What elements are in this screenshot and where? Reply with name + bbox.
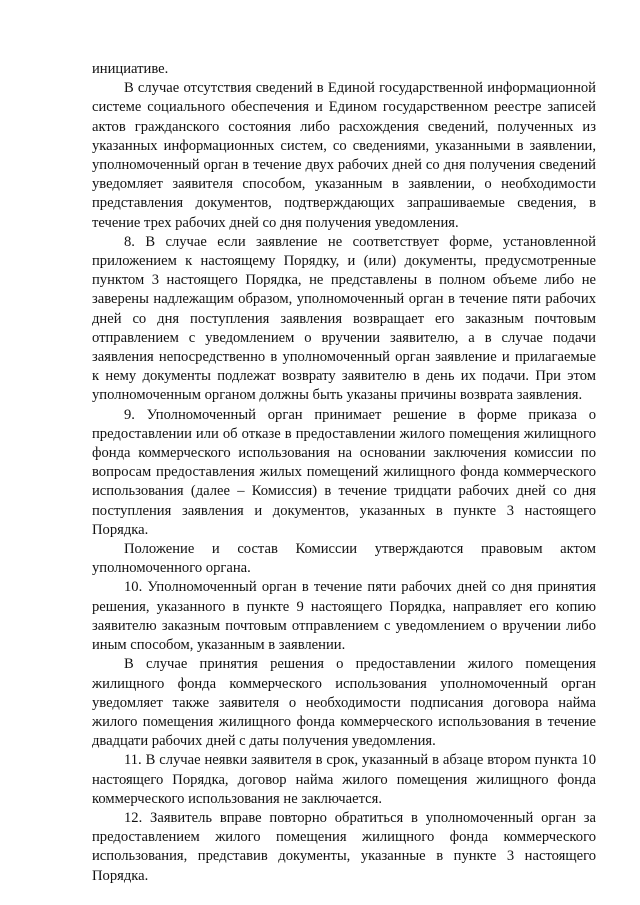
paragraph-continuation: инициативе. — [92, 61, 169, 77]
paragraph-missing-records: В случае отсутствия сведений в Единой государственной информационной системе социального обеспечения и Едином государственном реестре записей актов гражданского состояния либо расхождения сведений, полученных из указанных информационных систем, со сведениями, указанными в заявлении, уполномоченный орган в течение двух рабочих дней со дня получения сведений уведомляет заявителя способом, указанным в заявлении, о необходимости представления документов, подтверждающих запрашиваемые сведения, в течение трех рабочих дней со дня получения уведомления. — [92, 80, 596, 231]
paragraph-contract-notice: В случае принятия решения о предоставлении жилого помещения жилищного фонда коммерческого использования уполномоченный орган уведомляет также заявителя о необходимости подписания договора найма жилого помещения жилищного фонда коммерческого использования в течение двадцати рабочих дней с даты получения уведомления. — [92, 656, 596, 750]
paragraph-clause-10: 10. Уполномоченный орган в течение пяти рабочих дней со дня принятия решения, указанного в пункте 9 настоящего Порядка, направляет его копию заявителю заказным почтовым отправлением с уведомлением о вручении либо иным способом, указанным в заявлении. — [92, 579, 596, 654]
paragraph-commission-statute: Положение и состав Комиссии утверждаются правовым актом уполномоченного органа. — [92, 541, 596, 577]
paragraph-clause-8: 8. В случае если заявление не соответствует форме, установленной приложением к настоящему Порядку, и (или) документы, предусмотренные пунктом 3 настоящего Порядка, не представлены в полном объеме либо не заверены надлежащим образом, уполномоченный орган в течение пяти рабочих дней со дня поступления заявления возвращает его заказным почтовым отправлением с уведомлением о вручении заявителю, а в случае подачи заявления непосредственно в уполномоченный орган заявление и прилагаемые к нему документы подлежат возврату заявителю в день их подачи. При этом уполномоченным органом должны быть указаны причины возврата заявления. — [92, 233, 596, 404]
paragraph-clause-11: 11. В случае неявки заявителя в срок, указанный в абзаце втором пункта 10 настоящего Порядка, договор найма жилого помещения жилищного фонда коммерческого использования не заключается. — [92, 752, 596, 807]
paragraph-clause-9: 9. Уполномоченный орган принимает решение в форме приказа о предоставлении или об отказе в предоставлении жилого помещения жилищного фонда коммерческого использования на основании заключения комиссии по вопросам предоставления жилых помещений жилищного фонда коммерческого использования (далее – Комиссия) в течение тридцати рабочих дней со дня поступления заявления и документов, указанных в пункте 3 настоящего Порядка. — [92, 406, 596, 538]
paragraph-clause-12: 12. Заявитель вправе повторно обратиться в уполномоченный орган за предоставлением жилого помещения жилищного фонда коммерческого использования, представив документы, указанные в пункте 3 настоящего Порядка. — [92, 809, 596, 884]
document-page — [92, 60, 596, 886]
